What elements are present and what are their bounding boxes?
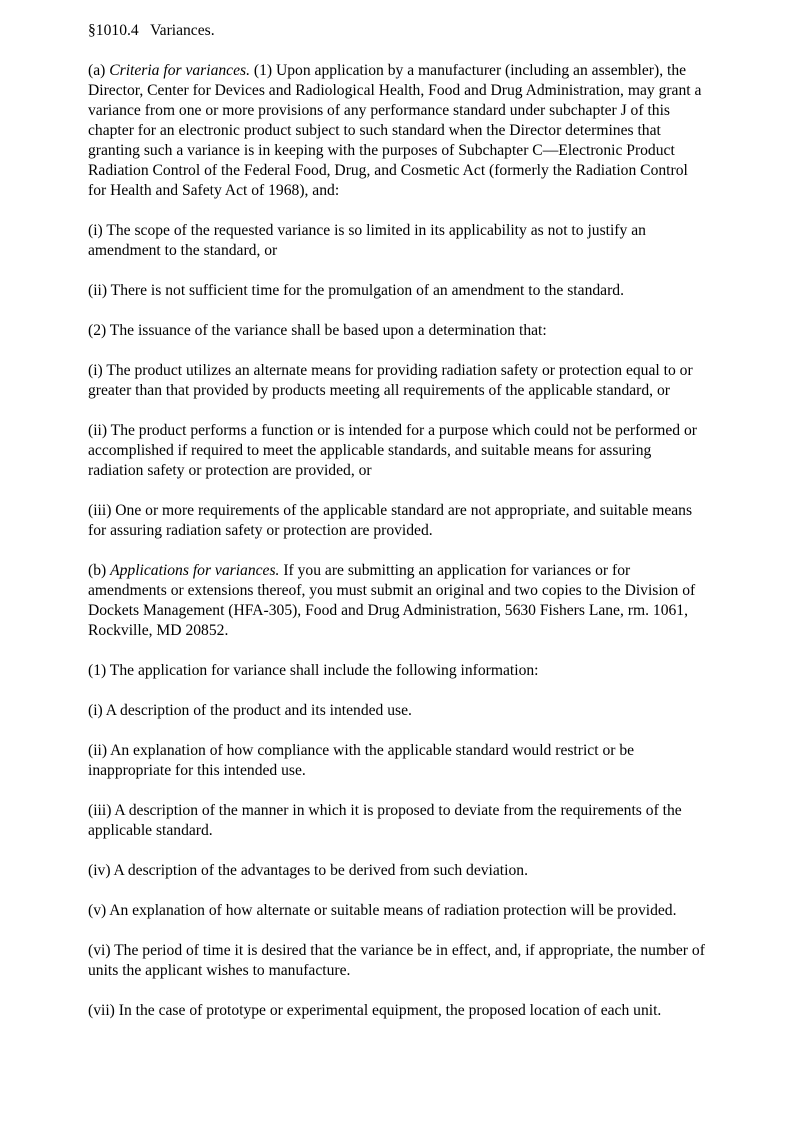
paragraph-text: (i) A description of the product and its intended use.: [88, 702, 412, 719]
paragraph-a: [88, 61, 708, 201]
document-page: [88, 21, 708, 1021]
paragraph-prefix: (a): [88, 62, 110, 79]
paragraph-a2iii: [88, 501, 708, 541]
paragraph-text: (ii) The product performs a function or is intended for a purpose which could not be performed or accomplished if required to meet the applicable standards, and suitable means for assuring radiation safety or protection are provided, or: [88, 422, 697, 479]
paragraph-caption: Criteria for variances.: [109, 62, 250, 79]
paragraph-b: [88, 561, 708, 641]
paragraph-b1v: [88, 901, 708, 921]
paragraph-text: (vi) The period of time it is desired that the variance be in effect, and, if appropriate, the number of units the applicant wishes to manufacture.: [88, 942, 705, 979]
paragraph-text: (iv) A description of the advantages to be derived from such deviation.: [88, 862, 528, 879]
paragraph-text: (2) The issuance of the variance shall be based upon a determination that:: [88, 322, 547, 339]
paragraph-text: If you are submitting an application for variances or for amendments or extensions thereof, you must submit an original and two copies to the Division of Dockets Management (HFA-305), Food and Drug Administration, 5630 Fishers Lane, rm. 1061, Rockville, MD 20852.: [88, 562, 696, 639]
paragraph-a2: [88, 321, 708, 341]
paragraph-a1i: [88, 221, 708, 261]
section-title: Variances.: [150, 22, 215, 39]
paragraph-text: (vii) In the case of prototype or experimental equipment, the proposed location of each unit.: [88, 1002, 662, 1019]
paragraph-b1iii: [88, 801, 708, 841]
paragraph-text: (i) The product utilizes an alternate means for providing radiation safety or protection equal to or greater than that provided by products meeting all requirements of the applicable standard, or: [88, 362, 693, 399]
paragraph-prefix: (b): [88, 562, 111, 579]
paragraph-b1i: [88, 701, 708, 721]
paragraph-text: (1) Upon application by a manufacturer (including an assembler), the Director, Center for Devices and Radiological Health, Food and Drug Administration, may grant a variance from one or more provisions of any performance standard under subchapter J of this chapter for an electronic product subject to such standard when the Director determines that granting such a variance is in keeping with the purposes of Subchapter C—Electronic Product Radiation Control of the Federal Food, Drug, and Cosmetic Act (formerly the Radiation Control for Health and Safety Act of 1968), and:: [88, 62, 702, 199]
section-number: §1010.4: [88, 22, 139, 39]
paragraph-b1iv: [88, 861, 708, 881]
paragraph-a2ii: [88, 421, 708, 481]
paragraph-text: (iii) One or more requirements of the applicable standard are not appropriate, and suitable means for assuring radiation safety or protection are provided.: [88, 502, 693, 539]
paragraph-text: (ii) An explanation of how compliance with the applicable standard would restrict or be inappropriate for this intended use.: [88, 742, 635, 779]
paragraph-text: (i) The scope of the requested variance is so limited in its applicability as not to justify an amendment to the standard, or: [88, 222, 646, 259]
paragraph-caption: Applications for variances.: [110, 562, 280, 579]
paragraph-text: (ii) There is not sufficient time for the promulgation of an amendment to the standard.: [88, 282, 624, 299]
section-body: [88, 61, 708, 1021]
paragraph-text: (1) The application for variance shall include the following information:: [88, 662, 539, 679]
paragraph-b1vi: [88, 941, 708, 981]
paragraph-text: (iii) A description of the manner in which it is proposed to deviate from the requirements of the applicable standard.: [88, 802, 682, 839]
section-heading: [88, 21, 708, 41]
paragraph-b1vii: [88, 1001, 708, 1021]
paragraph-a2i: [88, 361, 708, 401]
paragraph-b1: [88, 661, 708, 681]
paragraph-text: (v) An explanation of how alternate or suitable means of radiation protection will be provided.: [88, 902, 677, 919]
paragraph-b1ii: [88, 741, 708, 781]
paragraph-a1ii: [88, 281, 708, 301]
